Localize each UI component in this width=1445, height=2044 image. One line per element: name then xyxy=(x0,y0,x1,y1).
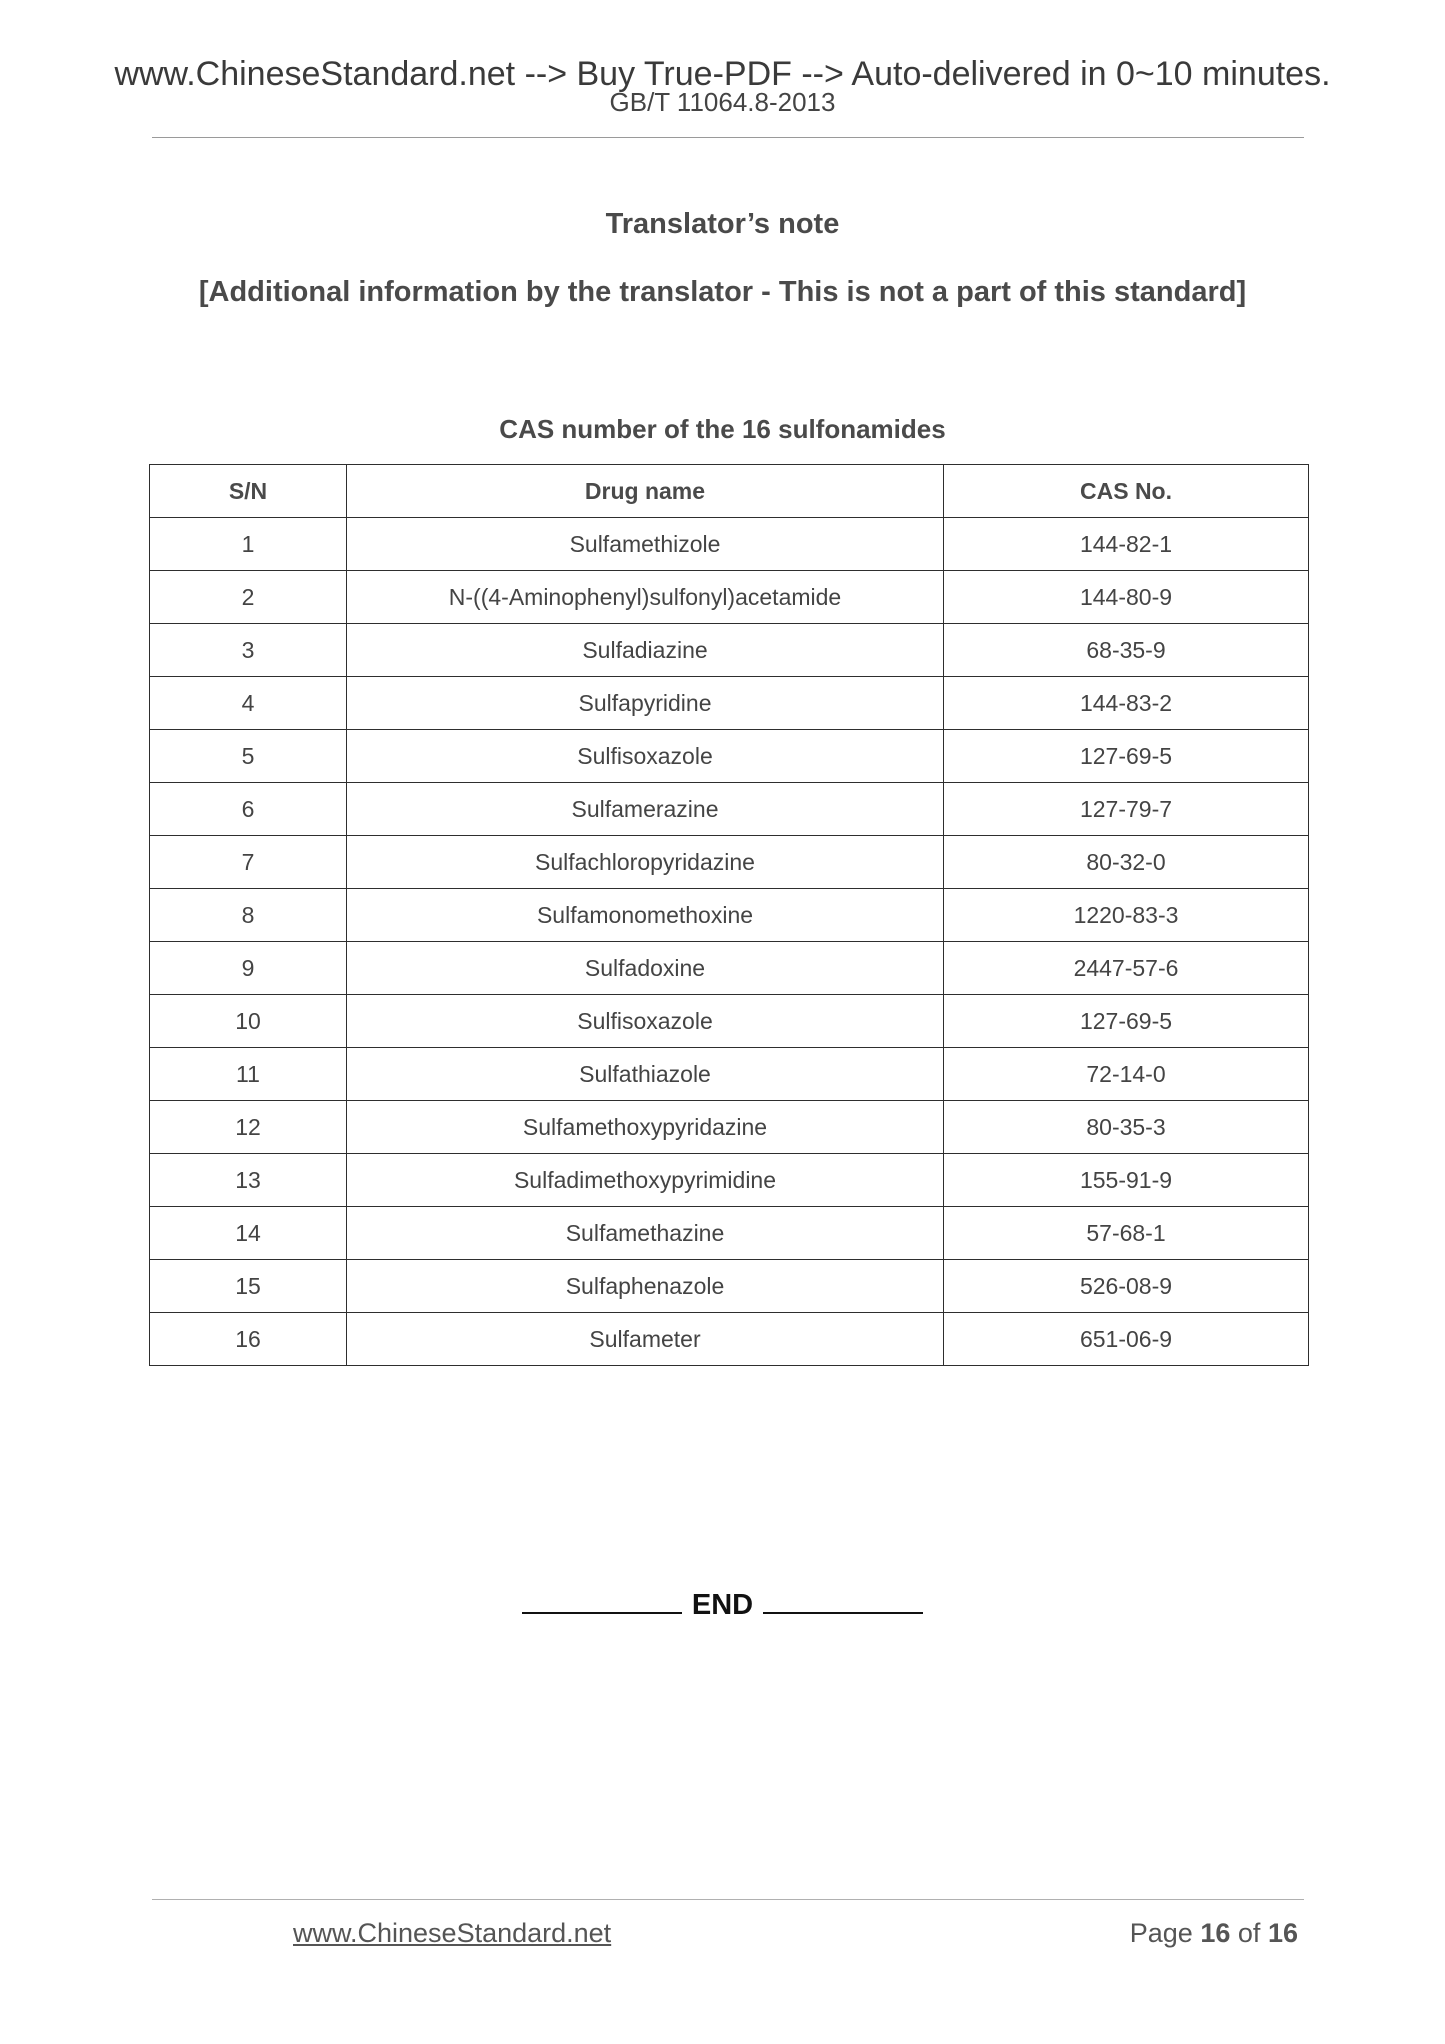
cell-sn: 5 xyxy=(150,730,347,783)
table-row xyxy=(150,571,1309,624)
cell-sn: 3 xyxy=(150,624,347,677)
table-row xyxy=(150,1207,1309,1260)
cell-sn: 11 xyxy=(150,1048,347,1101)
table-row xyxy=(150,889,1309,942)
table-row xyxy=(150,836,1309,889)
table-row xyxy=(150,624,1309,677)
cell-drug-name: Sulfameter xyxy=(347,1313,944,1366)
page-total: 16 xyxy=(1267,1918,1298,1948)
cell-drug-name: Sulfadiazine xyxy=(347,624,944,677)
cell-drug-name: Sulfapyridine xyxy=(347,677,944,730)
cell-cas-no: 651-06-9 xyxy=(944,1313,1309,1366)
cell-sn: 9 xyxy=(150,942,347,995)
page-indicator xyxy=(1130,1918,1298,1949)
cell-cas-no: 127-69-5 xyxy=(944,995,1309,1048)
end-marker xyxy=(0,1584,1445,1622)
column-header-cas-no: CAS No. xyxy=(944,465,1309,518)
table-body xyxy=(150,518,1309,1366)
cell-drug-name: Sulfathiazole xyxy=(347,1048,944,1101)
cell-cas-no: 526-08-9 xyxy=(944,1260,1309,1313)
table-header-row xyxy=(150,465,1309,518)
cell-sn: 4 xyxy=(150,677,347,730)
header-divider xyxy=(152,137,1304,138)
cell-cas-no: 144-80-9 xyxy=(944,571,1309,624)
cell-sn: 12 xyxy=(150,1101,347,1154)
table-row xyxy=(150,518,1309,571)
cell-drug-name: Sulfamethizole xyxy=(347,518,944,571)
end-rule-left xyxy=(522,1584,682,1614)
cell-sn: 8 xyxy=(150,889,347,942)
table-row xyxy=(150,1313,1309,1366)
cell-drug-name: Sulfamonomethoxine xyxy=(347,889,944,942)
cell-drug-name: Sulfisoxazole xyxy=(347,730,944,783)
cell-sn: 13 xyxy=(150,1154,347,1207)
footer-website-link[interactable]: www.ChineseStandard.net xyxy=(293,1918,612,1948)
standard-code: GB/T 11064.8-2013 xyxy=(609,87,836,117)
cell-sn: 6 xyxy=(150,783,347,836)
table-row xyxy=(150,1048,1309,1101)
cell-drug-name: Sulfaphenazole xyxy=(347,1260,944,1313)
cell-cas-no: 1220-83-3 xyxy=(944,889,1309,942)
cell-cas-no: 127-79-7 xyxy=(944,783,1309,836)
cell-sn: 7 xyxy=(150,836,347,889)
cell-sn: 15 xyxy=(150,1260,347,1313)
cell-cas-no: 68-35-9 xyxy=(944,624,1309,677)
table-row xyxy=(150,783,1309,836)
cell-cas-no: 155-91-9 xyxy=(944,1154,1309,1207)
table-row xyxy=(150,1260,1309,1313)
cell-cas-no: 80-32-0 xyxy=(944,836,1309,889)
table-row xyxy=(150,730,1309,783)
cell-sn: 16 xyxy=(150,1313,347,1366)
cell-drug-name: Sulfamethazine xyxy=(347,1207,944,1260)
cell-drug-name: Sulfamethoxypyridazine xyxy=(347,1101,944,1154)
table-caption: CAS number of the 16 sulfonamides xyxy=(499,414,946,444)
cell-drug-name: N-((4-Aminophenyl)sulfonyl)acetamide xyxy=(347,571,944,624)
table-row xyxy=(150,995,1309,1048)
page-of: of xyxy=(1237,1918,1261,1948)
cell-sn: 10 xyxy=(150,995,347,1048)
cell-sn: 2 xyxy=(150,571,347,624)
table-row xyxy=(150,1154,1309,1207)
cell-drug-name: Sulfamerazine xyxy=(347,783,944,836)
cell-cas-no: 57-68-1 xyxy=(944,1207,1309,1260)
cell-drug-name: Sulfadimethoxypyrimidine xyxy=(347,1154,944,1207)
translator-note-title: Translator’s note xyxy=(605,208,840,240)
page-prefix: Page xyxy=(1129,1918,1193,1948)
cell-sn: 1 xyxy=(150,518,347,571)
end-label: END xyxy=(691,1589,754,1621)
cell-cas-no: 144-83-2 xyxy=(944,677,1309,730)
cell-drug-name: Sulfachloropyridazine xyxy=(347,836,944,889)
cell-cas-no: 127-69-5 xyxy=(944,730,1309,783)
footer-divider xyxy=(152,1899,1304,1900)
cell-drug-name: Sulfadoxine xyxy=(347,942,944,995)
cell-cas-no: 2447-57-6 xyxy=(944,942,1309,995)
end-rule-right xyxy=(763,1584,923,1614)
column-header-drug-name: Drug name xyxy=(347,465,944,518)
site-banner: www.ChineseStandard.net --> Buy True-PDF --> Auto-delivered in 0~10 minutes. xyxy=(114,55,1331,93)
page-current: 16 xyxy=(1200,1918,1231,1948)
table-row xyxy=(150,1101,1309,1154)
table-row xyxy=(150,942,1309,995)
cell-cas-no: 144-82-1 xyxy=(944,518,1309,571)
cell-cas-no: 72-14-0 xyxy=(944,1048,1309,1101)
cell-drug-name: Sulfisoxazole xyxy=(347,995,944,1048)
table-row xyxy=(150,677,1309,730)
translator-note-subtitle: [Additional information by the translator - This is not a part of this standard] xyxy=(198,276,1247,308)
cell-cas-no: 80-35-3 xyxy=(944,1101,1309,1154)
cell-sn: 14 xyxy=(150,1207,347,1260)
cas-number-table xyxy=(149,464,1309,1366)
column-header-sn: S/N xyxy=(150,465,347,518)
